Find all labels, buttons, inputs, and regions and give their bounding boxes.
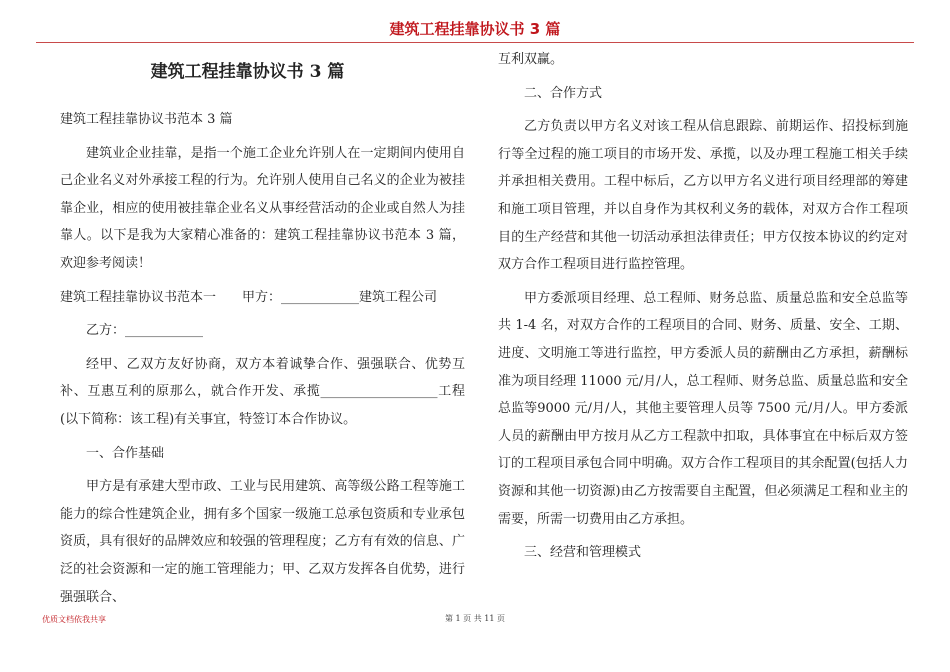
right-column <box>498 46 908 567</box>
footer-slogan: 优质文档依我共享 <box>42 615 106 624</box>
page-number: 第 1 页 共 11 页 <box>445 614 505 623</box>
continued-text: 互利双赢。 <box>498 52 564 67</box>
section-heading-management-mode: 三、经营和管理模式 <box>524 545 642 561</box>
party-a-line: 建筑工程挂靠协议书范本一 甲方：____________建筑工程公司 <box>60 289 438 305</box>
delegation-paragraph: 甲方委派项目经理、总工程师、财务总监、质量总监和安全总监等共 1-4 名，对双方合作的工程项目的合同、财务、质量、安全、工期、进度、文明施工等进行监控，甲方委派人员的薪酬由乙方承担，薪酬标准为项目经理 11000 元/月/人，总工程师、财务总监、质量总监和安全总监等9000 元/月/人，其他主要管理人员等 7500 元/月/人。甲方委派人员的薪酬由甲方按月从乙方工程款中扣取，具体事宜在中标后双方签订的工程项目承包合同中明确。双方合作工程项目的其余配置(包括人力资源和其他一切资源)由乙方按需要自主配置，但必须满足工程和业主的需要，所需一切费用由乙方承担。 <box>498 290 908 527</box>
agreement-preamble: 经甲、乙双方友好协商，双方本着诚挚合作、强强联合、优势互补、互惠互利的原那么，就合作开发、承揽__________________工程(以下简称：该工程)有关事宜，特签订本合作协议。 <box>60 356 465 427</box>
header-divider <box>36 42 914 43</box>
section-heading-cooperation-basis: 一、合作基础 <box>86 445 165 461</box>
document-title: 建筑工程挂靠协议书 3 篇 <box>150 62 345 82</box>
page-header-title: 建筑工程挂靠协议书 3 篇 <box>389 20 561 38</box>
cooperation-method-paragraph: 乙方负责以甲方名义对该工程从信息跟踪、前期运作、招投标到施行等全过程的施工项目的市场开发、承揽，以及办理工程施工相关手续并承担相关费用。工程中标后，乙方以甲方名义进行项目经理部的筹建和施工项目管理，并以自身作为其权利义务的载体，对双方合作工程项目的生产经营和其他一切活动承担法律责任；甲方仅按本协议的约定对双方合作工程项目进行监控管理。 <box>498 119 908 273</box>
subtitle-line: 建筑工程挂靠协议书范本 3 篇 <box>60 112 233 127</box>
left-column <box>60 46 465 611</box>
intro-paragraph: 建筑业企业挂靠，是指一个施工企业允许别人在一定期间内使用自己企业名义对外承接工程的行为。允许别人使用自己名义的企业为被挂靠企业，相应的使用被挂靠企业名义从事经营活动的企业或自然人为挂靠人。以下是我为大家精心准备的：建筑工程挂靠协议书范本 3 篇，欢迎参考阅读！ <box>60 145 465 271</box>
party-b-line: 乙方：____________ <box>86 323 204 339</box>
section-heading-cooperation-method: 二、合作方式 <box>524 85 603 101</box>
cooperation-basis-paragraph: 甲方是有承建大型市政、工业与民用建筑、高等级公路工程等施工能力的综合性建筑企业，拥有多个国家一级施工总承包资质和专业承包资质，具有很好的品牌效应和较强的管理程度；乙方有有效的信息、广泛的社会资源和一定的施工管理能力；甲、乙双方发挥各自优势，进行强强联合、 <box>60 479 465 605</box>
